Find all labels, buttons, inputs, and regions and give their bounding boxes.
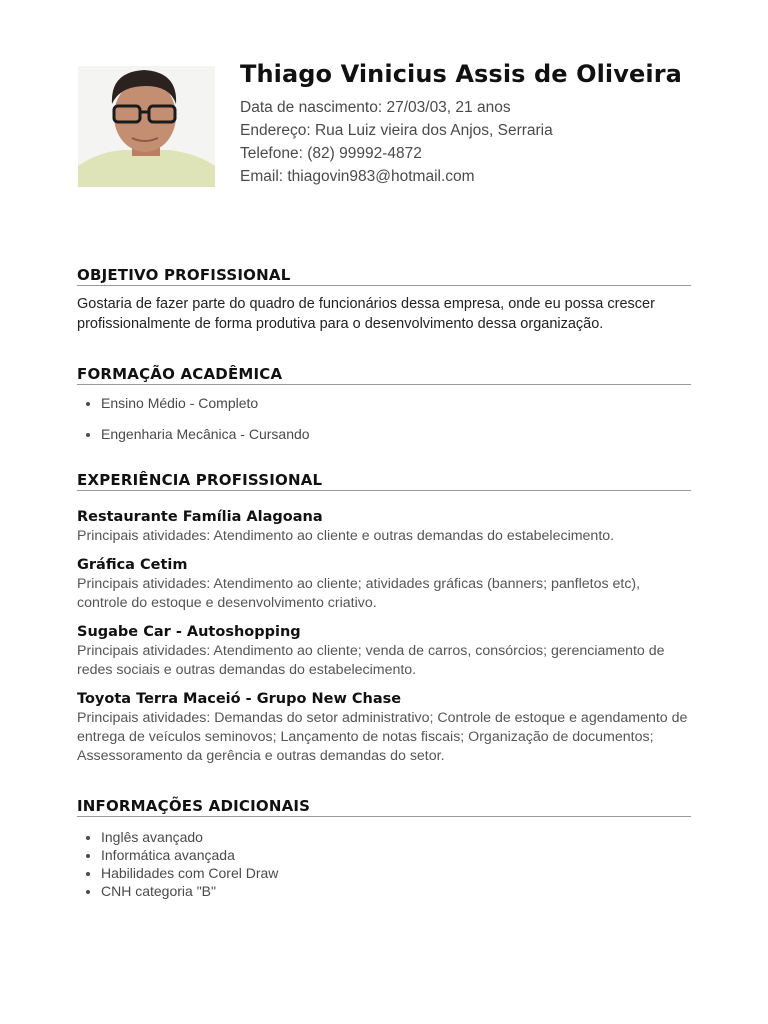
job-company: Gráfica Cetim: [77, 557, 188, 573]
header-info: [240, 60, 740, 188]
job-entry: [77, 623, 691, 680]
list-item: • Habilidades com Corel Draw: [101, 864, 691, 882]
email: Email: thiagovin983@hotmail.com: [240, 168, 475, 185]
education-title: FORMAÇÃO ACADÊMICA: [77, 365, 691, 385]
job-company: Sugabe Car - Autoshopping: [77, 624, 301, 640]
job-entry: [77, 690, 691, 766]
job-company: Restaurante Família Alagoana: [77, 509, 323, 525]
list-item: • Informática avançada: [101, 846, 691, 864]
job-description: Principais atividades: Demandas do setor administrativo; Controle de estoque e agendamento de entrega de veículos seminovos; Lançamento de notas fiscais; Organização de documentos; Assessoramento da gerência e outras demandas do setor.: [77, 710, 688, 764]
job-description: Principais atividades: Atendimento ao cliente e outras demandas do estabelecimento.: [77, 528, 615, 544]
additional-list: [77, 828, 691, 900]
profile-photo: [78, 66, 215, 187]
education-list: [77, 394, 691, 443]
phone: Telefone: (82) 99992-4872: [240, 145, 422, 162]
objective-text: Gostaria de fazer parte do quadro de funcionários dessa empresa, onde eu possa crescer profissionalmente de forma produtiva para o desenvolvimento dessa organização.: [77, 296, 655, 332]
education-section: [77, 365, 691, 456]
list-item: • Engenharia Mecânica - Cursando: [101, 425, 691, 443]
job-description: Principais atividades: Atendimento ao cliente; venda de carros, consórcios; gerenciamento de redes sociais e outras demandas do estabelecimento.: [77, 643, 665, 678]
job-company: Toyota Terra Maceió - Grupo New Chase: [77, 691, 402, 707]
list-item: • Inglês avançado: [101, 828, 691, 846]
job-description: Principais atividades: Atendimento ao cliente; atividades gráficas (banners; panfletos etc), controle do estoque e desenvolvimento criativo.: [77, 576, 641, 611]
additional-title: INFORMAÇÕES ADICIONAIS: [77, 797, 691, 817]
birth-date: Data de nascimento: 27/03/03, 21 anos: [240, 99, 511, 116]
experience-title: EXPERIÊNCIA PROFISSIONAL: [77, 471, 691, 491]
profile-photo-image: [78, 66, 215, 187]
list-item: • CNH categoria "B": [101, 882, 691, 900]
list-item: • Ensino Médio - Completo: [101, 394, 691, 412]
objective-section: [77, 266, 691, 334]
additional-section: [77, 797, 691, 900]
address: Endereço: Rua Luiz vieira dos Anjos, Serraria: [240, 122, 553, 139]
objective-title: OBJETIVO PROFISSIONAL: [77, 266, 691, 286]
experience-section: [77, 471, 691, 776]
job-entry: [77, 556, 691, 613]
candidate-name: Thiago Vinicius Assis de Oliveira: [240, 60, 682, 88]
job-entry: [77, 508, 691, 546]
